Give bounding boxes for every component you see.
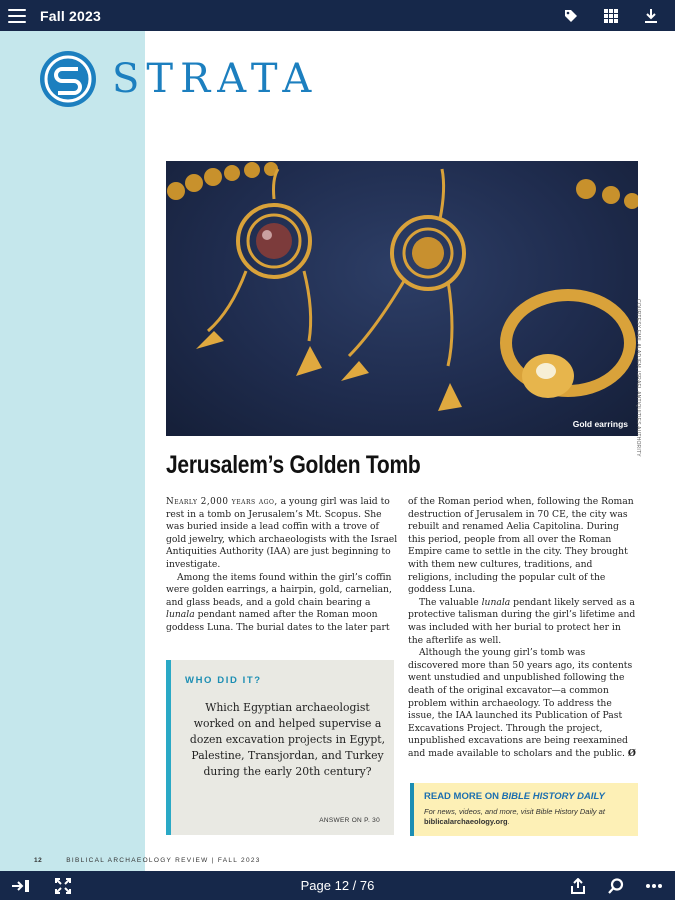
- tag-icon[interactable]: [561, 6, 581, 26]
- paragraph: [166, 496, 398, 572]
- read-more-body: For news, videos, and more, visit Bible History Daily at: [424, 807, 605, 816]
- paragraph: [408, 647, 638, 760]
- read-more-link[interactable]: biblicalarchaeology.org: [424, 817, 508, 826]
- paragraph: [166, 572, 398, 635]
- article-headline: Jerusalem’s Golden Tomb: [166, 451, 421, 479]
- paragraph-text: Although the young girl’s tomb was discovered more than 50 years ago, its contents went unstudied and unpublished following the death of the original excavator—a common problem within archaeology. To address the issue, the IAA launched its Publication of Past Excavations Project. Through the project, unpublished excavations are being reexamined and made available to scholars and the public.: [408, 647, 633, 759]
- read-more-body: .: [507, 817, 510, 826]
- who-did-it-box: [166, 660, 394, 835]
- bottom-app-bar: [0, 871, 675, 900]
- italic-term: lunala: [166, 609, 195, 621]
- exit-icon[interactable]: [10, 876, 32, 896]
- share-icon[interactable]: [567, 876, 589, 896]
- paragraph-text: The valuable: [419, 596, 482, 608]
- article-column-1: [166, 496, 398, 635]
- issue-title: Fall 2023: [40, 7, 101, 24]
- menu-icon[interactable]: [8, 0, 30, 31]
- paragraph: [408, 597, 638, 647]
- paragraph-text: a young girl was laid to rest in a tomb on Jerusalem’s Mt. Scopus. She was buried inside a lead coffin with a trove of gold jewelry, which archaeologists with the Israel Antiquities Authority (IAA) are just beginning to investigate.: [166, 496, 398, 570]
- side-strip: [0, 31, 145, 871]
- grid-icon[interactable]: [601, 6, 621, 26]
- paragraph-text: Among the items found within the girl’s coffin were golden earrings, a hairpin, gold, carnelian, and glass beads, and a gold chain bearing a: [166, 571, 392, 608]
- strata-logo-icon: [38, 49, 98, 109]
- end-mark: Ø: [627, 747, 636, 759]
- quiz-heading: WHO DID IT?: [185, 675, 262, 686]
- read-more-heading-text: READ MORE ON: [424, 791, 502, 802]
- paragraph-text: pendant named after the Roman moon goddess Luna. The burial dates to the later part: [166, 609, 390, 633]
- strata-logo: [38, 49, 318, 109]
- fullscreen-icon[interactable]: [52, 876, 74, 896]
- page-indicator: Page 12 / 76: [300, 878, 375, 893]
- article-column-2: [408, 496, 638, 760]
- logo-text: STRATA: [112, 56, 319, 102]
- page-footer: [34, 857, 261, 864]
- read-more-text: [424, 807, 634, 827]
- lead-in: Nearly 2,000 years ago,: [166, 497, 278, 507]
- search-icon[interactable]: [605, 876, 627, 896]
- top-app-bar: [0, 0, 675, 31]
- magazine-page: [0, 31, 675, 871]
- quiz-question: Which Egyptian archaeologist worked on and helped supervise a dozen excavation projects in Egypt, Palestine, Transjordan, and Turkey during the early 20th century?: [189, 701, 386, 778]
- paragraph: of the Roman period when, following the Roman destruction of Jerusalem in 70 CE, the city was rebuilt and renamed Aelia Capitolina. During this period, people from all over the Roman Empire came to settle in the city. They brought with them new cultures, traditions, and religions, including the popular cult of the goddess Luna.: [408, 496, 634, 596]
- more-icon[interactable]: [643, 876, 665, 896]
- quiz-answer-ref: ANSWER ON P. 30: [319, 817, 380, 824]
- read-more-heading-title: BIBLE HISTORY DAILY: [501, 791, 605, 802]
- footer-text: BIBLICAL ARCHAEOLOGY REVIEW | FALL 2023: [66, 857, 261, 864]
- paragraph-text: pendant likely served as a protective talisman during the girl’s lifetime and was included with her burial to protect her in the afterlife as well.: [408, 596, 636, 646]
- read-more-box[interactable]: [410, 783, 638, 836]
- photo-credit: COURTESY EMIL ALADJEM, ISRAEL ANTIQUITIES AUTHORITY: [635, 299, 641, 457]
- italic-term: lunala: [481, 596, 511, 608]
- page-number: 12: [34, 857, 43, 864]
- download-icon[interactable]: [641, 6, 661, 26]
- read-more-heading: [424, 791, 605, 802]
- photo-caption: Gold earrings: [572, 419, 628, 429]
- gold-earrings-photo: [166, 161, 638, 436]
